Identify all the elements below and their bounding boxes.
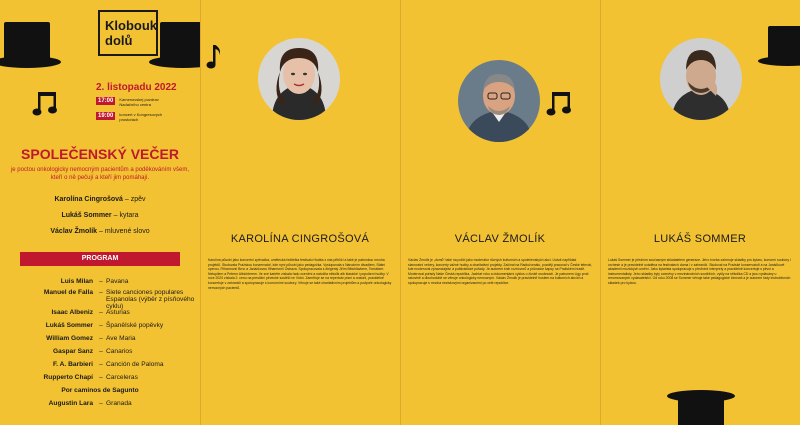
- work: Ave Maria: [106, 335, 136, 342]
- music-note-icon: [546, 90, 576, 118]
- composer: Lukáš Sommer: [45, 322, 93, 329]
- performer-role: kytara: [119, 212, 139, 219]
- work: Španělské popěvky: [106, 322, 164, 329]
- event-subtitle: je poctou onkologicky nemocným pacientům a poděkováním všem, kteří o ně pečují a kteří jim pomáhají.: [10, 167, 190, 181]
- composer: Augustin Lara: [48, 400, 93, 407]
- artist-name: VÁCLAV ŽMOLÍK: [454, 233, 546, 245]
- panel-artist-sommer: [600, 0, 800, 425]
- program-item: [0, 387, 200, 394]
- logo-line1: Klobouk: [105, 18, 157, 33]
- time-desc: koncert v Kongresových prostorách: [119, 112, 163, 122]
- performer-role: mluvené slovo: [104, 228, 150, 235]
- fold-line: [600, 0, 601, 425]
- composer: Manuel de Falla: [43, 289, 93, 296]
- performer-name: Lukáš Sommer: [61, 212, 112, 219]
- artist-name: KAROLÍNA CINGROŠOVÁ: [230, 233, 370, 245]
- program-item: Augustin Lara – Granada: [0, 400, 200, 407]
- composer: Gaspar Sanz: [53, 348, 93, 355]
- panel-artist-zmolik: [400, 0, 600, 425]
- event-date: 2. listopadu 2022: [96, 82, 177, 93]
- time-row: [96, 97, 169, 107]
- composer: William Gomez: [46, 335, 93, 342]
- performer-row: Karolína Cingrošová – zpěv: [54, 196, 146, 203]
- performer-row: Lukáš Sommer – kytara: [61, 212, 139, 219]
- composer: Isaac Albeniz: [51, 309, 93, 316]
- work: Siete canciones populares Espanolas (výběr z písňového cyklu): [106, 289, 195, 310]
- program-item: Lukáš Sommer – Španělské popěvky: [0, 322, 200, 329]
- work: Granada: [106, 400, 132, 407]
- program-item: Manuel de Falla – Siete canciones populares Espanolas (výběr z písňového cyklu): [0, 289, 200, 310]
- performer-row: Václav Žmolík – mluvené slovo: [50, 228, 150, 235]
- music-note-icon: [32, 90, 62, 118]
- event-title: SPOLEČENSKÝ VEČER: [21, 146, 179, 162]
- program-item: Isaac Albeniz – Asturias: [0, 309, 200, 316]
- program-heading: PROGRAM: [20, 252, 180, 266]
- program-item: Rupperto Chapí – Carceleras: [0, 374, 200, 381]
- composer: F. A. Barbieri: [52, 361, 93, 368]
- composer: Por caminos de Sagunto: [61, 387, 139, 394]
- top-hat-icon: [758, 26, 800, 66]
- logo-line2: dolů: [105, 33, 133, 48]
- program-item: F. A. Barbieri – Canción de Paloma: [0, 361, 200, 368]
- artist-bio: Lukáš Sommer je předním současným skladatelem generace. Jeho tvorba zahrnuje skladby pro kytaru, komorní soubory i orchestr a je pravidelně uváděna na festivalech doma i v zahraničí. Studoval na Pražské konzervatoři a na Janáčkově akademii múzických umění. Jako kytarista spolupracuje s předními interprety a pravidelně koncertuje s pěvci a instrumentalisty. Jeho skladby byly oceněny v mezinárodních soutěžích, vyšly na několika CD a jsou vydávány u renomovaných vydavatelství. Od roku 2008 se Sommer věnuje také pedagogické činnosti a je autorem řady instruktivních skladeb pro kytaru.: [608, 258, 791, 285]
- work: Canarios: [106, 348, 133, 355]
- time-badge: 19:00: [98, 113, 114, 119]
- composer: Rupperto Chapí: [43, 374, 93, 381]
- artist-portrait: [258, 38, 340, 120]
- top-hat-icon: [666, 388, 736, 425]
- work: Canción de Paloma: [106, 361, 164, 368]
- time-row: [96, 112, 169, 122]
- time-desc: Kamenovskej pozdrav Nadačního centra: [119, 97, 159, 107]
- performer-role: zpěv: [130, 196, 146, 203]
- work: Carceleras: [106, 374, 138, 381]
- artist-bio: Václav Žmolík je „domů“ také na poličí jako moderátor různých kulturních a společenských akcí. Uvádí například slavnostní večery, koncerty vážné hudby a charitativní projekty. Začínal na Radiožurnálu, později pracoval v České televizi, kde moderoval zpravodajství a publicistické pořady. Je autorem knih rozhovorů a průvodce kapsy na Pražském hradě. Moderoval pořady Naše Česká republika, Jachtař roku a dokumentární cyklus o životě osobností. Je patronem Ligy proti rakovině a dlouhodobě se věnuje onkologicky nemocným. Václav Žmolík je pravidelně hostem na kulturních akcích a spolupracuje s mnoha neziskovými organizacemi po celé republice.: [408, 258, 592, 285]
- panel-artist-cingrosova: [200, 0, 400, 425]
- program-item: Gaspar Sanz – Canarios: [0, 348, 200, 355]
- logo: [98, 10, 158, 56]
- artist-bio: Karolína působí jako koncertní zpěvačka, umělecká ředitelka festivalu Hudba z nás přiblíží a také je patronkou mnoha projektů. Studovala Pražskou konzervatoř, kde nyní působí jako pedagožka. Vystupovala s Národním divadlem, Státní operou, Filharmonií Brno a Janáčkovou filharmonií Ostrava. Spolupracovala s dirigenty Jiřím Bělohlávkem, Tomášem Netopilem a Petrem Altrichterem. Ve své kariéře získala řadu ocenění a natočila několik alb klasické i populární hudby. V roce 2020 získala 2. cenu na prestižní pěvecké soutěži ve Vídni. Zaměřuje se na repertoár písní a oratorií, pravidelně koncertuje v zahraničí a spolupracuje s komorními soubory. Věnuje se také charitativním projektům a podpoře onkologicky nemocných pacientů.: [208, 258, 392, 290]
- time-badge: 17:00: [98, 98, 114, 104]
- performer-name: Václav Žmolík: [50, 228, 98, 235]
- artist-portrait: [458, 60, 540, 142]
- music-note-icon: [204, 44, 224, 70]
- work: Asturias: [106, 309, 130, 316]
- work: Pavana: [106, 278, 129, 285]
- composer: Luis Milan: [60, 278, 93, 285]
- fold-line: [400, 0, 401, 425]
- artist-portrait: [660, 38, 742, 120]
- program-item: Luis Milan – Pavana: [0, 278, 200, 285]
- fold-line: [200, 0, 201, 425]
- panel-program: [0, 0, 200, 425]
- artist-name: LUKÁŠ SOMMER: [653, 233, 747, 245]
- top-hat-icon: [0, 22, 62, 68]
- program-item: William Gomez – Ave Maria: [0, 335, 200, 342]
- performer-name: Karolína Cingrošová: [54, 196, 123, 203]
